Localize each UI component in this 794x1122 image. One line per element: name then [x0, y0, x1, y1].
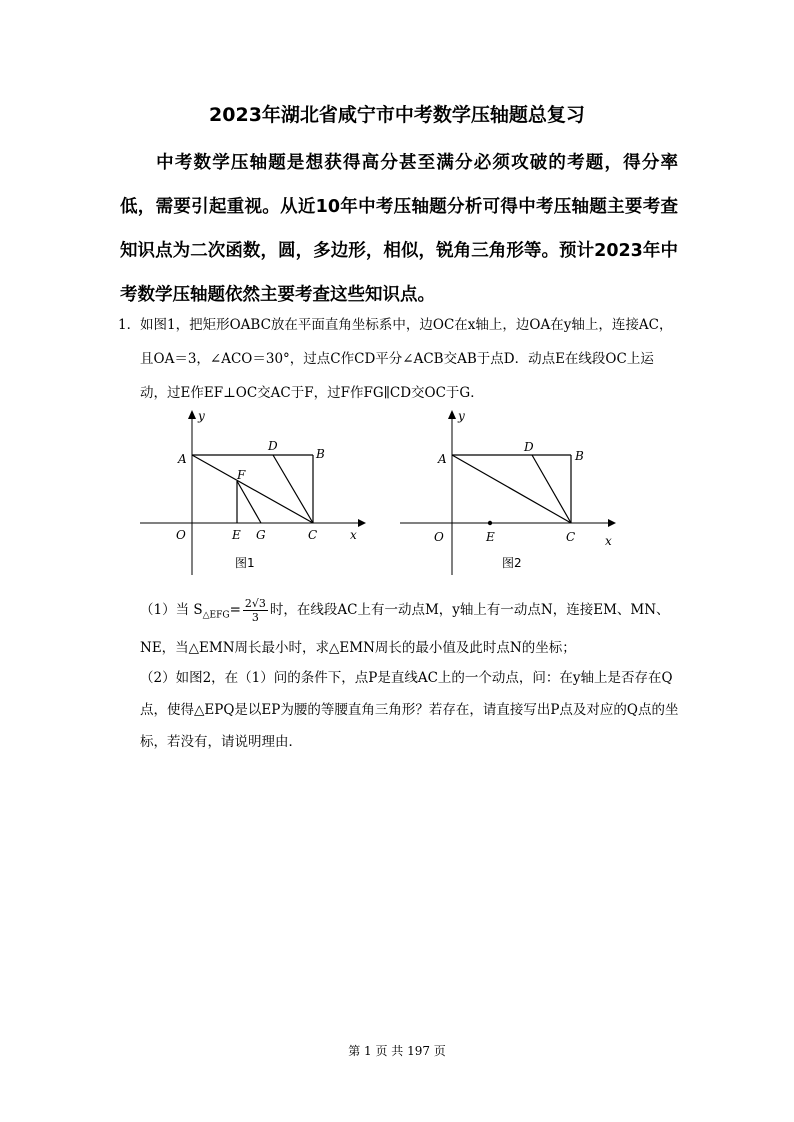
label-O: O — [434, 530, 444, 544]
label-x: x — [350, 528, 357, 542]
label-C: C — [308, 528, 318, 542]
intro-paragraph — [120, 141, 678, 317]
label-B: B — [316, 447, 325, 461]
label-G: G — [256, 528, 266, 542]
label-C: C — [566, 530, 576, 544]
fraction-denominator: 3 — [251, 611, 259, 624]
y-axis-arrow-icon — [188, 410, 196, 419]
figure-2-caption: 图2 — [502, 556, 522, 570]
intro-text: 中考数学压轴题是想获得高分甚至满分必须攻破的考题，得分率低，需要引起重视。从近10年中考压轴题分析可得中考压轴题主要考查知识点为二次函数，圆，多边形，相似，锐角三角形等。预计2023年中考数学压轴题依然主要考查这些知识点。 — [120, 153, 678, 305]
figure-1-diagram — [140, 405, 370, 580]
segment-CD — [273, 455, 313, 523]
label-A: A — [178, 452, 187, 466]
page-footer: 第 1 页 共 197 页 — [348, 1044, 446, 1058]
y-axis-arrow-icon — [448, 410, 456, 419]
label-O: O — [176, 528, 186, 542]
part-1-equals: = — [229, 602, 241, 618]
figure-2-diagram — [400, 405, 630, 580]
figure-2 — [400, 405, 630, 580]
figure-1 — [140, 405, 370, 580]
label-A: A — [438, 452, 447, 466]
segment-AC — [452, 455, 571, 523]
part-1 — [140, 594, 680, 664]
part-2 — [140, 662, 680, 758]
figure-1-caption: 图1 — [235, 556, 255, 570]
label-E: E — [486, 530, 495, 544]
x-axis-arrow-icon — [608, 519, 616, 527]
segment-AC — [192, 455, 313, 523]
label-D: D — [524, 440, 534, 454]
label-E: E — [232, 528, 241, 542]
x-axis-arrow-icon — [358, 519, 366, 527]
label-x: x — [605, 534, 612, 548]
fraction — [243, 597, 268, 624]
label-y: y — [198, 409, 205, 423]
point-E — [488, 521, 492, 525]
fraction-numerator: 2√3 — [244, 597, 266, 610]
part-2-text: （2）如图2，在（1）问的条件下，点P是直线AC上的一个动点，问：在y轴上是否存在Q点，使得△EPQ是以EP为腰的等腰直角三角形？若存在，请直接写出P点及对应的Q点的坐标，若没有，请说明理由． — [140, 670, 679, 750]
problem-statement: 如图1，把矩形OABC放在平面直角坐标系中，边OC在x轴上，边OA在y轴上，连接AC，且OA＝3，∠ACO＝30°，过点C作CD平分∠ACB交AB于点D．动点E在线段OC上运动，过E作EF⊥OC交AC于F，过F作FG∥CD交OC于G． — [140, 317, 673, 401]
part-1-subscript: △EFG — [202, 610, 230, 621]
label-B: B — [575, 449, 584, 463]
problem-1 — [118, 308, 680, 410]
part-1-text: 时，在线段AC上有一动点M，y轴上有一动点N，连接EM、MN、NE，当△EMN周长最小时，求△EMN周长的最小值及此时点N的坐标； — [140, 602, 670, 656]
label-y: y — [458, 409, 465, 423]
part-1-prefix: （1）当 S — [140, 602, 203, 618]
document-title: 2023年湖北省咸宁市中考数学压轴题总复习 — [209, 104, 585, 126]
label-D: D — [268, 439, 278, 453]
label-F: F — [237, 468, 246, 482]
problem-number: 1． — [118, 317, 141, 333]
segment-CD — [532, 455, 571, 523]
